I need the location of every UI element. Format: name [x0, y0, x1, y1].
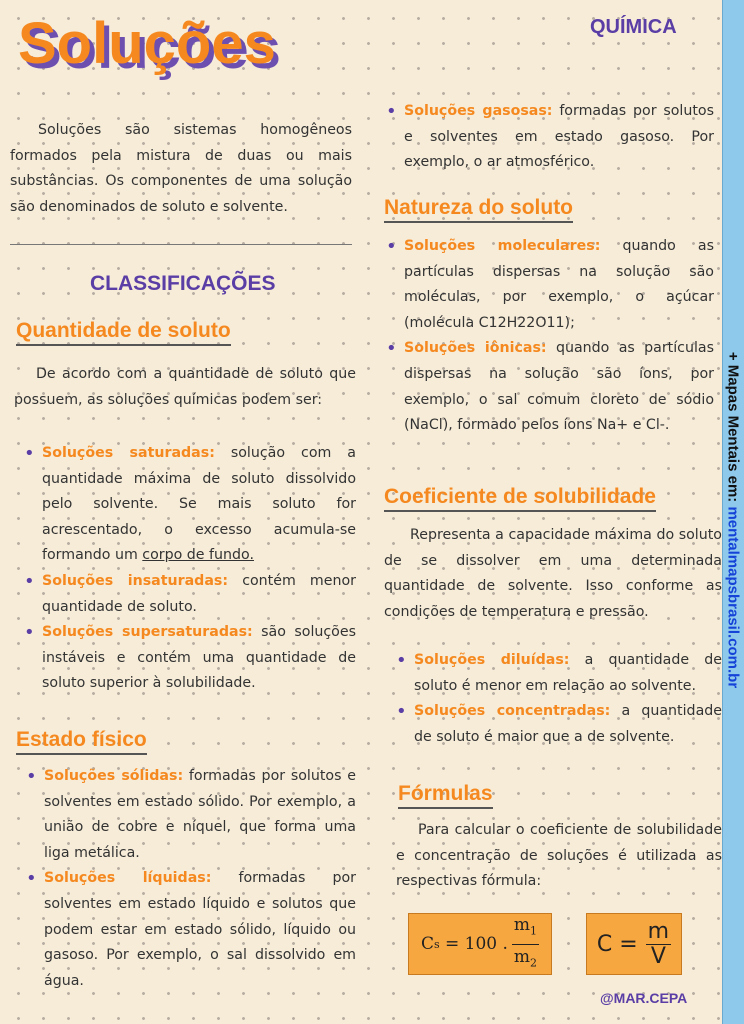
natureza-heading: Natureza do soluto — [384, 196, 573, 223]
item-text: contém menor quantidade de soluto. — [42, 572, 356, 615]
list-item — [414, 699, 722, 750]
item-text: solução com a quantidade máxima de soluto dissolvido pelo solvente. Se mais soluto for acrescentado, o excesso acumula-se formando um — [42, 445, 356, 564]
formula-c-sub: s — [433, 937, 440, 951]
quantidade-heading: Quantidade de soluto — [16, 319, 231, 346]
estado-heading: Estado físico — [16, 728, 147, 755]
item-text: formadas por solventes em estado líquido e solutos que podem estar em estado sólido, líquido ou gasoso. Por exemplo, o sal dissolvido em água. — [44, 870, 356, 989]
item-text: quando as partículas dispersas na solução são moléculas, por exemplo, o açúcar (molécula C12H22O11); — [404, 238, 714, 331]
page-title: Soluções — [18, 11, 276, 76]
coeficiente-list — [414, 648, 722, 750]
fraction-numerator: $m_1$ — [512, 913, 539, 944]
list-item — [404, 234, 714, 336]
list-item — [42, 569, 356, 620]
quantidade-text: De acordo com a quantidade de soluto que possuem, as soluções químicas podem ser: — [14, 366, 356, 408]
term: Soluções supersaturadas: — [42, 624, 253, 641]
term: Soluções diluídas: — [414, 652, 570, 668]
list-item — [44, 764, 356, 866]
term: Soluções moleculares: — [404, 238, 601, 254]
term: Soluções iônicas: — [404, 340, 547, 357]
natureza-list — [404, 234, 714, 439]
estado-list-continued — [404, 99, 714, 176]
item-text: formadas por solutos e solventes em estado gasoso. Por exemplo, o ar atmosférico. — [404, 103, 714, 171]
list-item — [404, 336, 714, 438]
divider — [10, 244, 352, 245]
term: Soluções líquidas: — [44, 870, 212, 887]
formula-fraction — [512, 913, 539, 975]
sidebar-prefix: + Mapas Mentais em: — [724, 351, 742, 507]
coeficiente-text: Representa a capacidade máxima do soluto de se dissolver em uma determinada quantidade de solvente. Isso conforme as condições de temperatura e pressão. — [384, 527, 722, 620]
item-text: a quantidade de soluto é menor em relação ao solvente. — [414, 652, 722, 694]
formula-concentration — [586, 913, 682, 975]
subject-label: QUÍMICA — [590, 16, 677, 38]
formula-c: C — [420, 934, 434, 954]
item-text-underlined: corpo de fundo. — [142, 547, 254, 564]
formula-mid: = 100 . — [439, 934, 508, 954]
list-item — [404, 99, 714, 176]
list-item — [42, 620, 356, 697]
term: Soluções gasosas: — [404, 103, 553, 119]
list-item — [414, 648, 722, 699]
fraction-numerator: m — [647, 918, 670, 944]
formula-c-equals: C = — [596, 931, 638, 957]
item-text: a quantidade de soluto é maior que a de solvente. — [414, 703, 722, 745]
formulas-heading: Fórmulas — [398, 782, 493, 809]
item-text: quando as partículas dispersas na solução são íons, por exemplo, o sal comum cloreto de sódio (NaCl), formado pelos íons Na+ e Cl-. — [404, 340, 714, 434]
classificacoes-heading: CLASSIFICAÇÕES — [90, 272, 276, 295]
term: Soluções concentradas: — [414, 703, 611, 720]
term: Soluções sólidas: — [44, 768, 184, 784]
sidebar-promo — [725, 140, 742, 900]
term: Soluções insaturadas: — [42, 572, 229, 589]
estado-list — [44, 764, 356, 994]
quantidade-list — [42, 441, 356, 697]
coeficiente-heading: Coeficiente de solubilidade — [384, 485, 656, 512]
formula-fraction — [646, 920, 671, 969]
formula-solubility — [408, 913, 552, 975]
intro-text: Soluções são sistemas homogêneos formados pela mistura de duas ou mais substâncias. Os componentes de uma solução são denominados de soluto e solvente. — [10, 122, 352, 215]
fraction-denominator: $m_2$ — [513, 946, 538, 969]
formulas-text: Para calcular o coeficiente de solubilidade e concentração de soluções é utilizada as respectivas fórmula: — [396, 822, 722, 890]
fraction-denominator: V — [650, 943, 666, 969]
item-text: são soluções instáveis e contém uma quantidade de soluto superior à solubilidade. — [42, 624, 356, 692]
author-credit: @MAR.CEPA — [600, 990, 688, 1006]
sidebar-link[interactable]: mentalmapsbrasil.com.br — [724, 506, 742, 689]
item-text: formadas por solutos e solventes em estado sólido. Por exemplo, a união de cobre e níquel, que forma uma liga metálica. — [44, 768, 357, 861]
list-item — [42, 441, 356, 569]
list-item — [44, 866, 356, 994]
term: Soluções saturadas: — [42, 445, 215, 461]
